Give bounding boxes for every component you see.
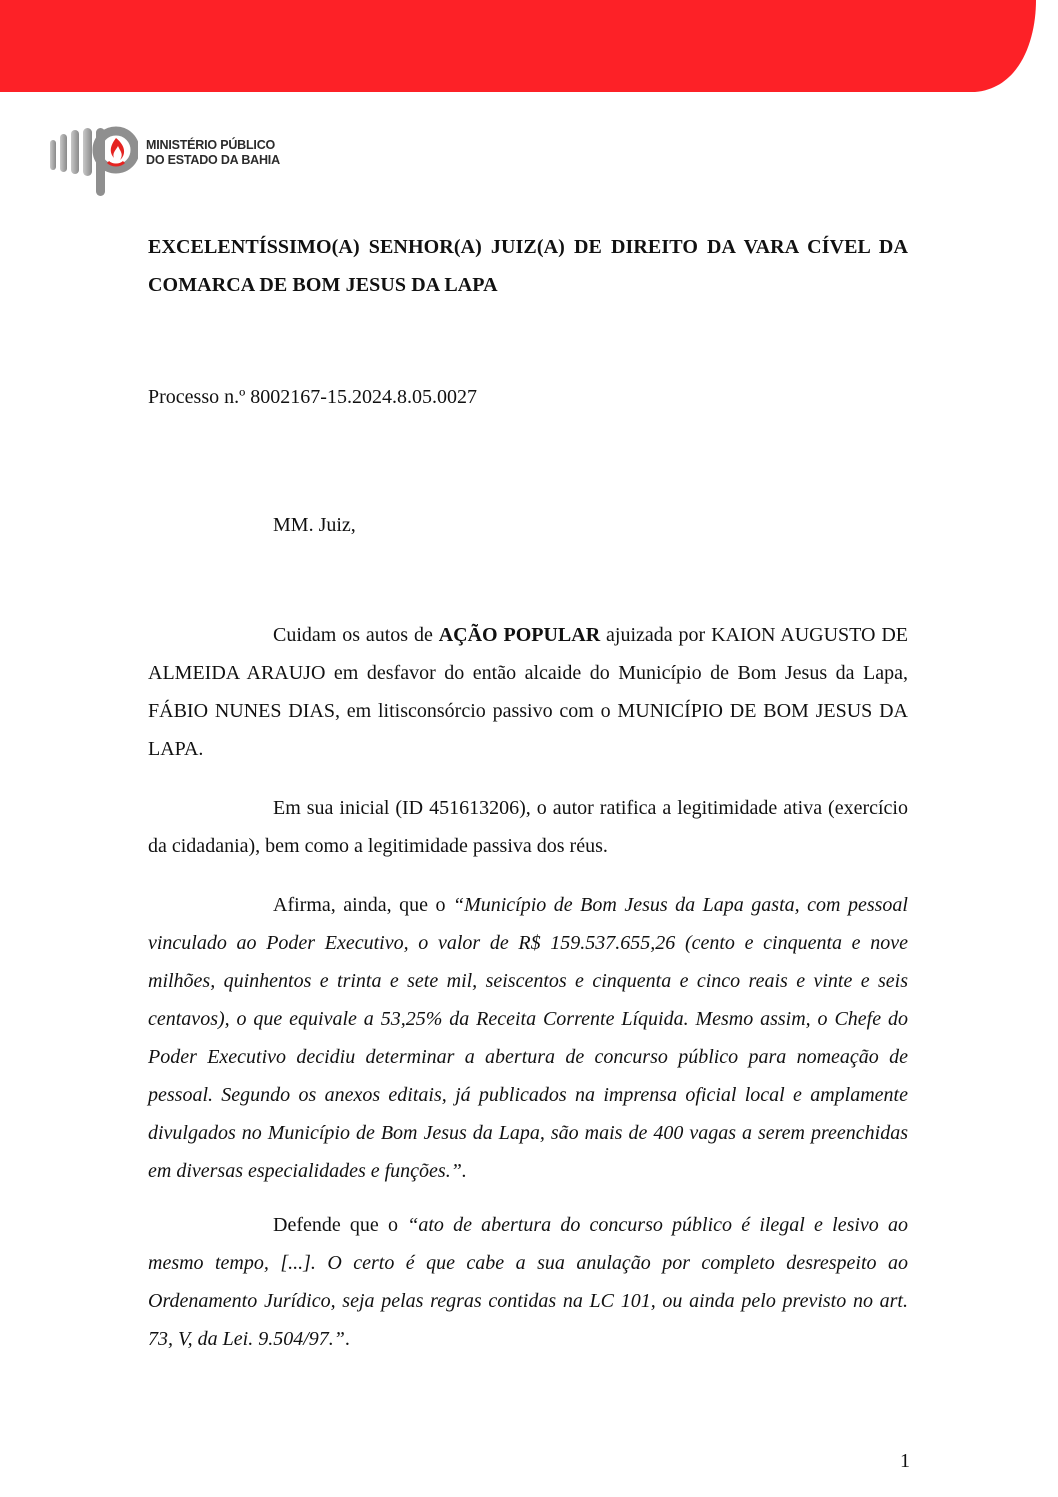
paragraph-3 bbox=[148, 886, 908, 1190]
org-name bbox=[146, 138, 280, 168]
header-band bbox=[0, 0, 1058, 92]
paragraph-2: Em sua inicial (ID 451613206), o autor ratifica a legitimidade ativa (exercício da cidadania), bem como a legitimidade passiva dos réus. bbox=[148, 797, 908, 857]
paragraph-3-lead: Afirma, ainda, que o bbox=[273, 894, 453, 916]
paragraph-1-rest: ajuizada por KAION AUGUSTO DE ALMEIDA ARAUJO em desfavor do então alcaide do Município de Bom Jesus da Lapa, FÁBIO NUNES DIAS, em litisconsórcio passivo com o MUNICÍPIO DE BOM JESUS DA LAPA. bbox=[148, 624, 909, 760]
page-number: 1 bbox=[900, 1450, 910, 1472]
paragraph-1-lead: Cuidam os autos de bbox=[273, 624, 439, 646]
paragraph-4-lead: Defende que o bbox=[273, 1214, 408, 1236]
mp-bahia-logo bbox=[46, 124, 306, 200]
action-title: AÇÃO POPULAR bbox=[438, 624, 601, 646]
paragraph-4-end: . bbox=[344, 1328, 350, 1350]
addressee-heading: EXCELENTÍSSIMO(A) SENHOR(A) JUIZ(A) DE DIREITO DA VARA CÍVEL DA COMARCA DE BOM JESUS DA LAPA bbox=[148, 236, 908, 296]
salutation: MM. Juiz, bbox=[273, 514, 356, 536]
paragraph-4-quote: “ato de abertura do concurso público é ilegal e lesivo ao mesmo tempo, [...]. O certo é que cabe a sua anulação por completo desrespeito ao Ordenamento Jurídico, seja pelas regras contidas na LC 101, ou ainda pelo previsto no art. 73, V, da Lei. 9.504/97.” bbox=[148, 1214, 908, 1350]
org-name-line1: MINISTÉRIO PÚBLICO bbox=[146, 138, 276, 152]
mp-logo-icon bbox=[46, 124, 138, 200]
paragraph-3-quote: “Município de Bom Jesus da Lapa gasta, com pessoal vinculado ao Poder Executivo, o valor de R$ 159.537.655,26 (cento e cinquenta e nove milhões, quinhentos e trinta e sete mil, seiscentos e cinquenta e cinco reais e vinte e seis centavos), o que equivale a 53,25% da Receita Corrente Líquida. Mesmo assim, o Chefe do Poder Executivo decidiu determinar a abertura de concurso público para nomeação de pessoal. Segundo os anexos editais, já publicados na imprensa oficial local e amplamente divulgados no Município de Bom Jesus da Lapa, são mais de 400 vagas a serem preenchidas em diversas especialidades e funções.”. bbox=[148, 894, 908, 1182]
org-name-line2: DO ESTADO DA BAHIA bbox=[146, 153, 280, 167]
process-number: Processo n.º 8002167-15.2024.8.05.0027 bbox=[148, 386, 477, 408]
paragraph-1 bbox=[148, 616, 908, 768]
paragraph-4 bbox=[148, 1206, 908, 1358]
